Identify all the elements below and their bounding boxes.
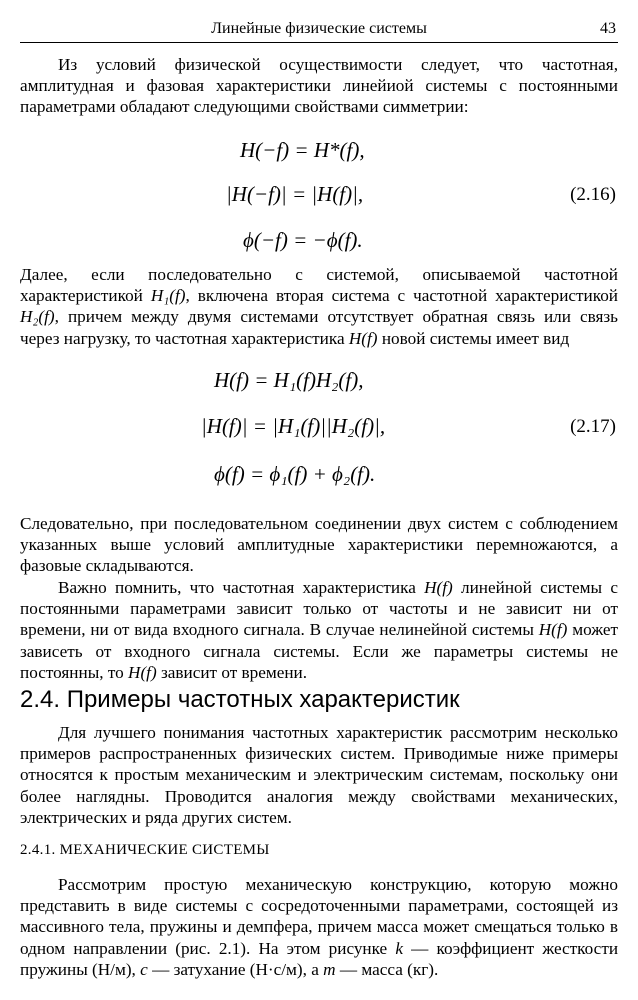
- text-run: зависит от времени.: [160, 662, 308, 682]
- math-symbol: H(f): [128, 662, 157, 682]
- text-run: , причем между двумя системами отсутствует обратная связь или связь через нагрузку, то частотная характеристика: [20, 307, 618, 348]
- text-run: Важно помнить, что частотная характеристика: [58, 578, 416, 597]
- paragraph-symmetry-intro: Из условий физической осуществимости следует, что частотная, амплитудная и фазовая характеристики линейиой системы с постоянными параметрами обладают следующими свойствами симметрии:: [20, 55, 618, 117]
- paragraph-mechanical-system: [20, 874, 618, 980]
- section-title: 2.4. Примеры частотных характеристик: [20, 686, 460, 713]
- running-title: Линейные физические системы: [211, 20, 427, 37]
- subsection-title: 2.4.1. МЕХАНИЧЕСКИЕ СИСТЕМЫ: [20, 842, 270, 858]
- math-symbol: H(f): [348, 328, 378, 348]
- text-run: Далее, если последовательно с системой, описываемой частотной характеристикой: [20, 265, 618, 306]
- paragraph-series-connection: [20, 264, 618, 349]
- paragraph-important-note: [20, 577, 618, 683]
- text-run: — затухание (Н·с/м), а: [152, 959, 319, 979]
- text-run: , включена вторая система с частотной характеристикой: [185, 286, 618, 306]
- math-symbol: H₂(f): [20, 307, 55, 327]
- math-symbol: k: [395, 938, 403, 958]
- math-symbol: H(f): [424, 578, 453, 597]
- equation-2-16-line-2: [0, 182, 638, 212]
- page-header: [20, 14, 618, 43]
- equation-2-17-line-2: [0, 414, 638, 444]
- text-run: Рассмотрим простую механическую конструкцию, которую можно представить в виде системы с сосредоточенными параметрами, состоящей из массивного тела, пружины и демпфера, причем масса может смещаться только в одном направлении (рис. 2.1). На этом рисунке: [20, 875, 618, 958]
- text-run: линейной системы с постоянными параметрами зависит только от частоты и не зависит ни от времени, ни от вида входного сигнала. В случае нелинейной системы: [20, 578, 618, 640]
- text-run: — масса (кг).: [339, 959, 439, 979]
- equation-number: (2.16): [570, 184, 616, 205]
- text-run: — коэффициент жесткости пружины (Н/м),: [20, 938, 619, 979]
- math-symbol: m: [323, 959, 336, 979]
- text-run: может зависеть от входного сигнала системы. Если же параметры системы не постоянны, то: [20, 620, 619, 682]
- math-symbol: H(f): [538, 620, 568, 640]
- text-run: новой системы имеет вид: [381, 328, 570, 348]
- equation-2-16-line-1: [0, 138, 638, 168]
- paragraph-examples-intro: Для лучшего понимания частотных характеристик рассмотрим несколько примеров распространенных физических систем. Приводимые ниже примеры относятся к простым механическим и электрическим системам, поскольку они более наглядны. Проводится аналогия между свойствами механических, электрических и ряда других систем.: [20, 723, 618, 827]
- math-symbol: H₁(f): [150, 286, 186, 306]
- equation-text: |H(f)| = |H₁(f)||H₂(f)|,: [201, 414, 386, 438]
- equation-2-17-line-1: [0, 368, 638, 398]
- equation-2-17-line-3: [0, 462, 638, 492]
- equation-text: |H(−f)| = |H(f)|,: [226, 182, 364, 206]
- equation-number: (2.17): [570, 416, 616, 437]
- page-number: 43: [600, 20, 616, 37]
- paragraph-conclusion: Следовательно, при последовательном соединении двух систем с соблюдением указанных выше условий амплитудные характеристики перемножаются, а фазовые складываются.: [20, 514, 618, 576]
- equation-text: ϕ(f) = ϕ₁(f) + ϕ₂(f).: [214, 462, 376, 486]
- math-symbol: c: [140, 959, 148, 979]
- equation-text: H(−f) = H*(f),: [240, 138, 365, 162]
- equation-text: H(f) = H₁(f)H₂(f),: [214, 368, 364, 392]
- equation-text: ϕ(−f) = −ϕ(f).: [243, 228, 363, 252]
- equation-2-16-line-3: [0, 228, 638, 258]
